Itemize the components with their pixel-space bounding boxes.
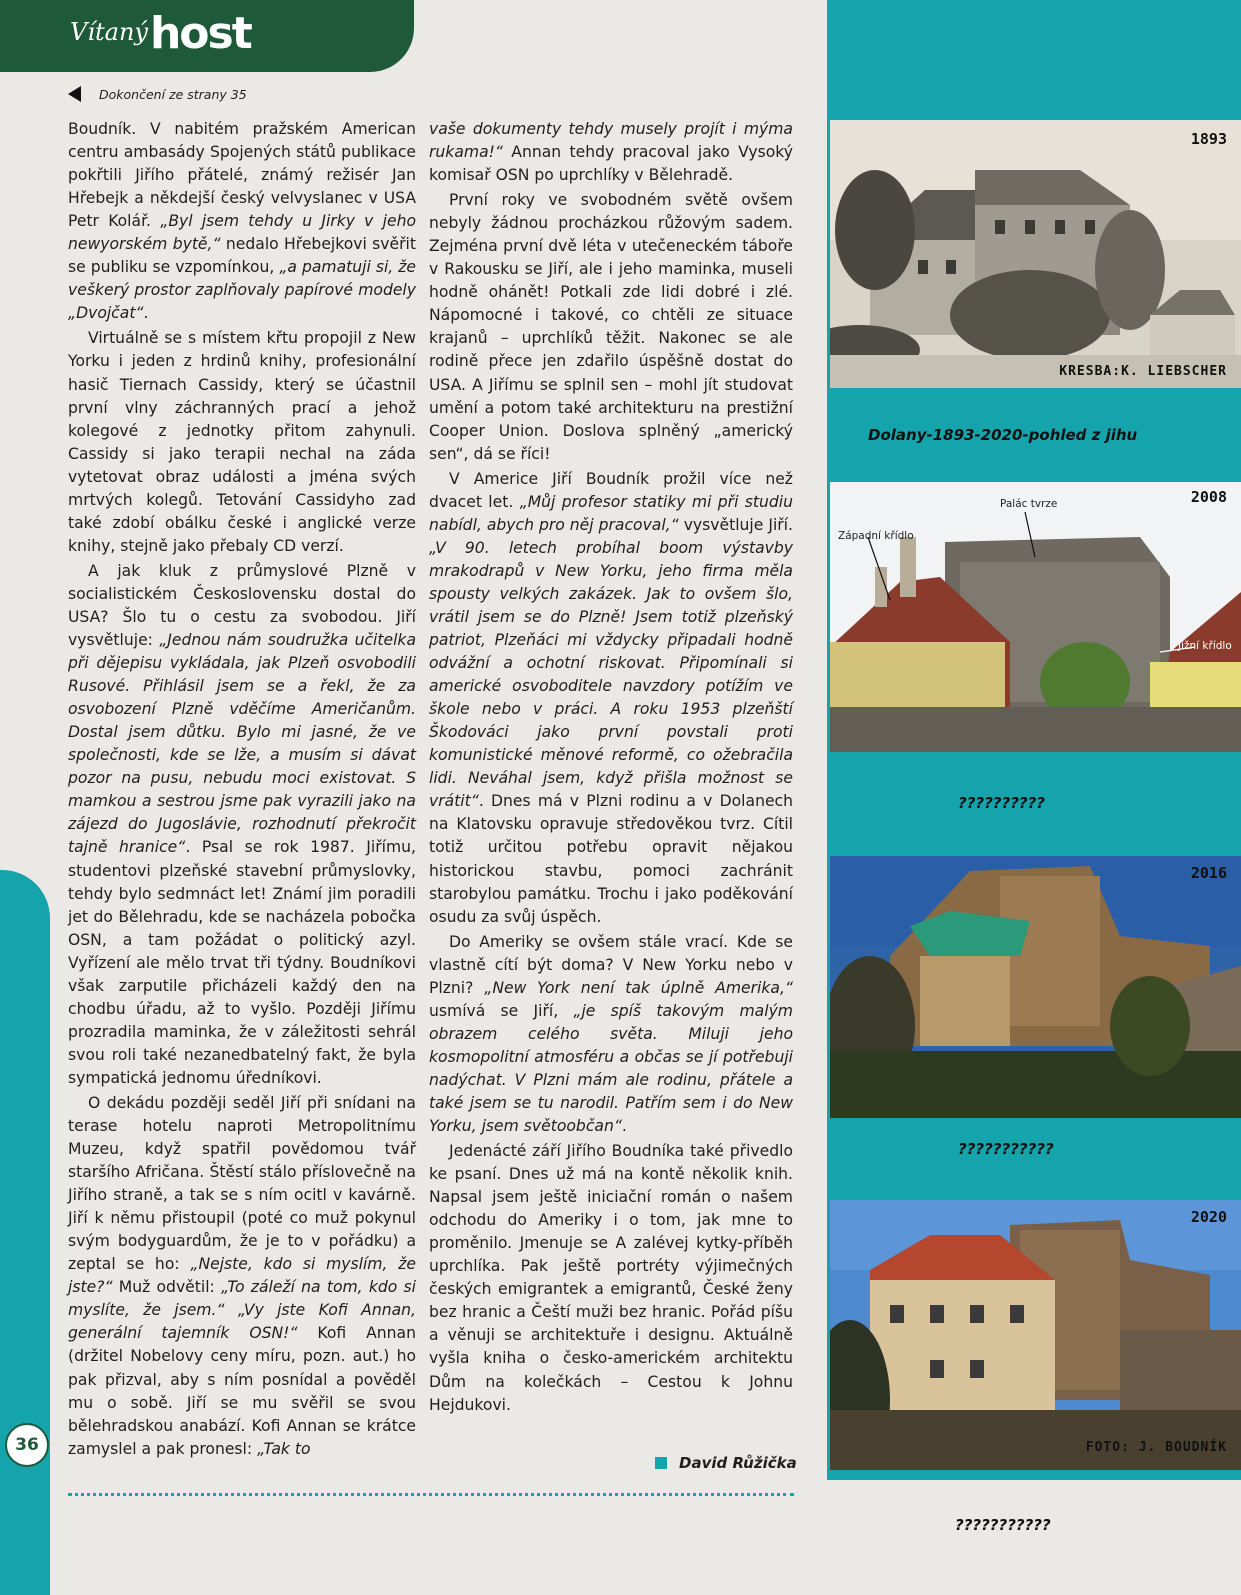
annotation-west-wing: Západní křídlo <box>838 530 914 542</box>
square-bullet-icon <box>655 1457 667 1469</box>
logo-big-text: host <box>149 8 251 59</box>
photo-1893-drawing <box>830 120 1241 388</box>
paragraph: O dekádu později seděl Jiří při snídani na terase hotelu naproti Metropolitnímu Muzeu, když spatřil povědomou tvář staršího Afričana. Štěstí stálo příslovečně na Jiřího straně, a tak se s ním ocitl v kavárně. Jiří k němu přistoupil (poté co muž pokynul svým bodyguardům, že je to v pořádku) a zeptal se ho: „Nejste, kdo si myslím, že jste?“ Muž odvětil: „To záleží na tom, kdo si myslíte, že jsem.“ „Vy jste Kofi Annan, generální tajemník OSN!“ Kofi Annan (držitel Nobelovy ceny míru, pozn. aut.) ho pak přizval, aby s ním posnídal a pověděl mu o sobě. Jiří se mu svěřil se svou bělehradskou anabází. Kofi Annan se krátce zamyslel a pak pronesl: „Tak to <box>68 1093 417 1458</box>
photo-caption: Dolany-1893-2020-pohled z jihu <box>868 426 1138 444</box>
year-label: 2008 <box>1190 488 1227 506</box>
paragraph: První roky ve svobodném světě ovšem nebyly žádnou procházkou růžovým sadem. Zejména první dvě léta v utečeneckém táboře v Rakousku se Jiří, ale i jeho maminka, museli hodně ohánět! Potkali zde lidi dobré i zlé. Nápomocné i takové, co chtěli ze situace krajanů – uprchlíků těžit. Nakonec se ale rodině přece jen zdařilo úspěšně dostat do USA. A Jiřímu se splnil sen – mohl jít studovat umění a potom také architekturu na prestižní Cooper Union. Doslova splněný „americký sen“, dá se říci! <box>429 191 793 463</box>
logo-small-text: Vítaný <box>70 18 148 46</box>
photo-2020 <box>830 1200 1241 1470</box>
photo-caption: ?????????? <box>958 794 1046 812</box>
paragraph: Boudník. V nabitém pražském American centru ambasády Spojených států publikace pokřtili Jiřího přátelé, známý režisér Jan Hřebejk a někdejší český velvyslanec v USA Petr Kolář. „Byl jsem tehdy u Jirky v jeho newyorském bytě,“ nedalo Hřebejkovi svěřit se publiku se vzpomínkou, „a pamatuji si, že veškerý prostor zaplňovaly papírové modely „Dvojčat“. <box>68 120 417 323</box>
page-number: 36 <box>5 1423 49 1467</box>
paragraph: Jedenácté září Jiřího Boudníka také přivedlo ke psaní. Dnes už má na kontě několik knih. Napsal jsem ještě iniciační román o našem odchodu do Ameriky i o tom, jak mne to proměnilo. Jmenuje se A zalévej kytky-příběh uprchlíka. Pak ještě portréty výjimečných českých emigrantek a emigrantů, České ženy bez hranic a Čeští muži bez hranic. Pořád píšu a věnuji se architektuře i designu. Aktuálně vyšla kniha o česko-americkém architektu Dům na kolečkách – Cestou k Johnu Hejdukovi. <box>429 1142 793 1414</box>
right-bottom-area <box>827 1480 1241 1595</box>
photo-2008 <box>830 482 1241 752</box>
year-label: 1893 <box>1190 130 1227 148</box>
section-logo <box>70 8 251 59</box>
year-label: 2016 <box>1190 864 1227 882</box>
photo-caption: ??????????? <box>955 1516 1051 1534</box>
year-label: 2020 <box>1190 1208 1227 1226</box>
arrow-left-icon <box>68 86 81 102</box>
photo-2016 <box>830 856 1241 1118</box>
annotation-south-wing: Jižní křídlo <box>1178 640 1232 652</box>
paragraph: Virtuálně se s místem křtu propojil z New Yorku i jeden z hrdinů knihy, profesionální hasič Tiernach Cassidy, který se účastnil první vlny záchranných prací a jehož kolegové z jednotky přitom zahynuli. Cassidy si jako terapii nechal na záda vytetovat obraz události a jména svých mrtvých kolegů. Tetování Cassidyho zad také zdobí obálku české i anglické verze knihy, stejně jako přebaly CD verzí. <box>68 329 416 555</box>
photo-caption: ??????????? <box>958 1140 1054 1158</box>
author-byline: David Růžička <box>655 1454 797 1472</box>
continued-note <box>68 86 247 102</box>
photo-credit: FOTO: J. BOUDNÍK <box>1085 1440 1227 1455</box>
paragraph: V Americe Jiří Boudník prožil více než dvacet let. „Můj profesor statiky mi při studiu nabídl, abych pro něj pracoval,“ vysvětluje Jiří. „V 90. letech probíhal boom výstavby mrakodrapů v New Yorku, jeho firma měla spousty velkých zakázek. Jak to ovšem šlo, vrátil jsem se do Plzně! Jsem totiž plzeňský patriot, Plzeňáci mi vždycky připadali hodně odvážní a ochotní riskovat. Připomínali si americké osvoboditele navzdory potížím ve škole nebo v práci. A roku 1953 plzeňští Škodováci jako první povstali proti komunistické měnové reformě, co ožebračila lidi. Neváhal jsem, když přišla možnost se vrátit“. Dnes má v Plzni rodinu a v Dolanech na Klatovsku opravuje středověkou tvrz. Cítil totiž určitou potřebu opravit nějakou historickou stavbu, pomoci zachránit starobylou památku. Trochu i jako poděkování osudu za svůj úspěch. <box>429 469 793 926</box>
footer-rule <box>68 1493 794 1496</box>
left-decor-strip <box>0 870 50 1595</box>
paragraph: A jak kluk z průmyslové Plzně v socialistickém Československu dostal do USA? Šlo tu o cestu za svobodou. Jiří vysvětluje: „Jednou nám soudružka učitelka při dějepisu vykládala, jak Plzeň osvobodili Rusové. Přihlásil jsem se a řekl, že za osvobození Plzně vděčíme Američanům. Dostal jsem důtku. Bylo mi jasné, že ve společnosti, kde se lže, a musím si dávat pozor na pusu, nebudu moci existovat. S mamkou a sestrou jsme pak vyrazili jako na zájezd do Jugoslávie, rozhodnutí překročit tajně hranice“. Psal se rok 1987. Jiřímu, studentovi plzeňské stavební průmyslovky, tehdy bylo sedmnáct let! Známí jim poradili jet do Bělehradu, kde se nacházela pobočka OSN, a tam požádat o politický azyl. Vyřízení ale mělo trvat tři týdny. Boudníkovi však zarputile přicházeli každý den na chodbu úřadu, až to vyšlo. Později Jiřímu prozradila maminka, že v záležitosti sehrál svou roli také nezanedbatelný fakt, že byla sympatická jednomu úředníkovi. <box>68 561 417 1087</box>
paragraph: vaše dokumenty tehdy musely projít i mýma rukama!“ Annan tehdy pracoval jako Vysoký komisař OSN po uprchlíky v Bělehradě. <box>429 120 793 185</box>
article-column-2 <box>429 118 793 1419</box>
article-column-1 <box>68 118 416 1463</box>
photo-credit: KRESBA:K. LIEBSCHER <box>1059 364 1227 379</box>
annotation-palace: Palác tvrze <box>1000 498 1058 510</box>
section-header <box>0 0 414 72</box>
continued-text: Dokončení ze strany 35 <box>99 87 247 102</box>
paragraph: Do Ameriky se ovšem stále vrací. Kde se vlastně cítí být doma? V New Yorku nebo v Plzni? „New York není tak úplně Amerika,“ usmívá se Jiří, „je spíš takovým malým obrazem celého světa. Miluji jeho kosmopolitní atmosféru a občas se jí potřebuji nadýchat. V Plzni mám ale rodinu, přátele a také jsem se tu narodil. Patřím sem i do New Yorku, jsem světoobčan“. <box>429 932 793 1136</box>
